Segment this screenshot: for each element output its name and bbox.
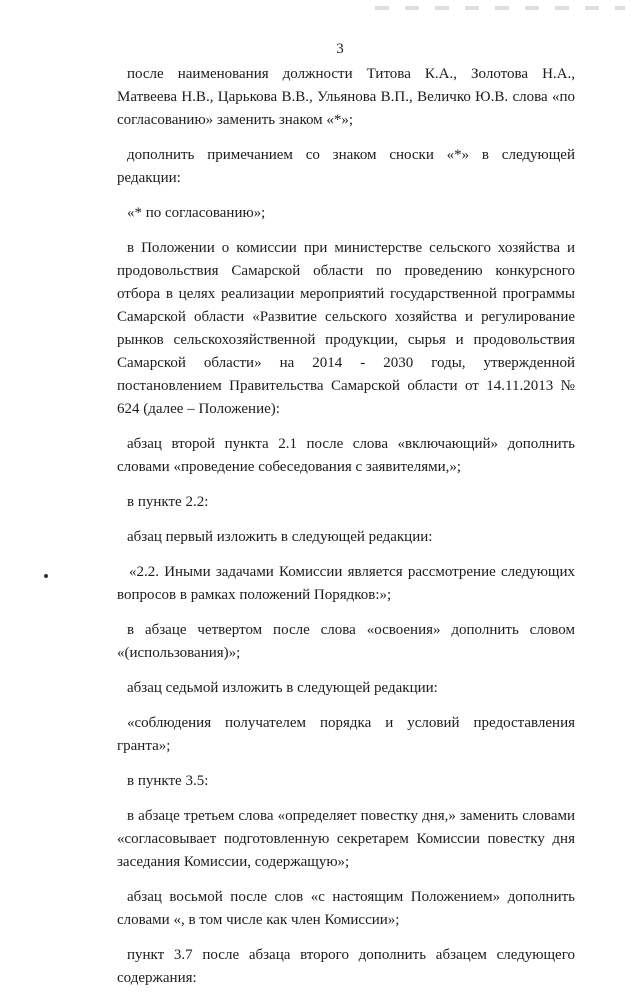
paragraph-8: «2.2. Иными задачами Комиссии является рассмотрение следующих вопросов в рамках положений Порядков:»; — [117, 564, 575, 603]
scan-artifact — [375, 6, 625, 10]
paragraph-7: абзац первый изложить в следующей редакции: — [127, 529, 433, 545]
page-number: 3 — [336, 41, 344, 57]
paragraph-10: абзац седьмой изложить в следующей редакции: — [127, 680, 438, 696]
paragraph-4: в Положении о комиссии при министерстве сельского хозяйства и продовольствия Самарской области по проведению конкурсного отбора в целях реализации мероприятий государственной программы Самарской области «Развитие сельского хозяйства и регулирование рынков сельскохозяйственной продукции, сырья и продовольствия Самарской области» на 2014 - 2030 годы, утвержденной постановлением Правительства Самарской области от 14.11.2013 № 624 (далее – Положение): — [117, 240, 575, 417]
paragraph-6: в пункте 2.2: — [127, 494, 209, 510]
paragraph-3: «* по согласованию»; — [127, 205, 266, 221]
paragraph-11: «соблюдения получателем порядка и условий предоставления гранта»; — [117, 715, 575, 754]
paragraph-9: в абзаце четвертом после слова «освоения» дополнить словом «(использования)»; — [117, 622, 575, 661]
paragraph-13: в абзаце третьем слова «определяет повестку дня,» заменить словами «согласовывает подготовленную секретарем Комиссии повестку дня заседания Комиссии, содержащую»; — [117, 808, 575, 870]
paragraph-1: после наименования должности Титова К.А., Золотова Н.А., Матвеева Н.В., Царькова В.В., Ульянова В.П., Величко Ю.В. слова «по согласованию» заменить знаком «*»; — [117, 66, 575, 128]
document-body — [117, 63, 575, 1002]
paragraph-14: абзац восьмой после слов «с настоящим Положением» дополнить словами «, в том числе как член Комиссии»; — [117, 889, 575, 928]
paragraph-5: абзац второй пункта 2.1 после слова «включающий» дополнить словами «проведение собеседования с заявителями,»; — [117, 436, 575, 475]
paragraph-15: пункт 3.7 после абзаца второго дополнить абзацем следующего содержания: — [117, 947, 575, 986]
paragraph-2: дополнить примечанием со знаком сноски «*» в следующей редакции: — [117, 147, 575, 186]
scan-dot — [44, 574, 48, 578]
paragraph-12: в пункте 3.5: — [127, 773, 209, 789]
